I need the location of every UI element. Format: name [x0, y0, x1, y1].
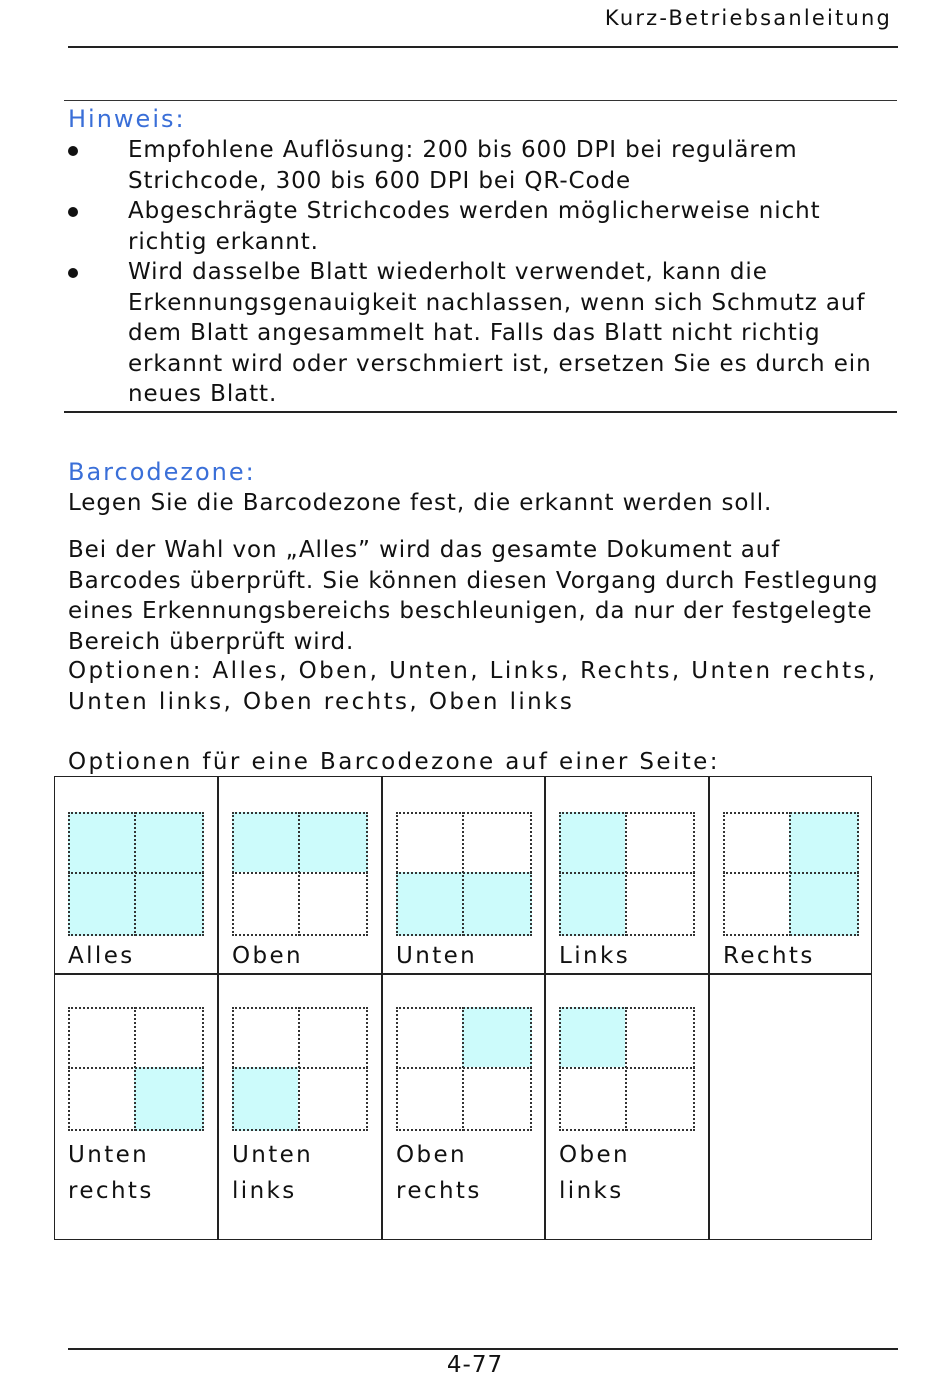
zone-label: [396, 1137, 482, 1209]
bullet-icon: [68, 146, 78, 156]
zone-diagram-mid-v: [625, 1007, 627, 1131]
header-rule: [68, 46, 898, 48]
zone-diagram: [68, 1007, 204, 1131]
zone-cell: [219, 777, 382, 973]
zone-diagram: [723, 812, 859, 936]
zone-diagram-mid-v: [298, 812, 300, 936]
zone-cell: [55, 974, 218, 1240]
zone-cell: [546, 974, 709, 1240]
note-item-text: Wird dasselbe Blatt wiederholt verwendet, kann die Erkennungsgenauigkeit nachlassen, wenn sich Schmutz auf dem Blatt angesammelt hat. Falls das Blatt nicht richtig erkannt wird oder verschmiert ist, ersetzen Sie es durch ein neues Blatt.: [128, 259, 872, 407]
zone-label-line: Oben: [396, 1142, 468, 1168]
zone-diagram-mid-v: [134, 812, 136, 936]
zone-diagram-frame: [232, 1007, 368, 1131]
section-options: Optionen: Alles, Oben, Unten, Links, Rechts, Unten rechts, Unten links, Oben rechts, Oben links: [68, 658, 878, 715]
footer-rule: [68, 1348, 898, 1350]
zone-diagram-mid-h: [396, 1067, 532, 1069]
zone-table: [54, 776, 872, 1240]
zone-diagram-frame: [559, 812, 695, 936]
zone-label: Unten: [396, 943, 478, 969]
zone-diagram: [232, 812, 368, 936]
zone-diagram: [396, 812, 532, 936]
zone-diagram: [232, 1007, 368, 1131]
zone-label-line: links: [232, 1178, 297, 1204]
zone-label: Alles: [68, 943, 135, 969]
zone-diagram-mid-v: [462, 1007, 464, 1131]
zone-label: Rechts: [723, 943, 815, 969]
bullet-icon: [68, 207, 78, 217]
zone-diagram-mid-v: [134, 1007, 136, 1131]
zone-diagram-frame: [68, 1007, 204, 1131]
zone-diagram-frame: [396, 1007, 532, 1131]
zone-diagram-frame: [232, 812, 368, 936]
zone-diagram-mid-v: [298, 1007, 300, 1131]
zone-diagram-mid-h: [559, 872, 695, 874]
zone-label: Links: [559, 943, 631, 969]
zone-label: Oben: [232, 943, 304, 969]
zone-diagram-frame: [68, 812, 204, 936]
zone-diagram-mid-v: [625, 812, 627, 936]
zone-label-line: Unten: [68, 1142, 150, 1168]
note-item: [68, 196, 898, 257]
zone-cell: [710, 777, 873, 973]
note-item-text: Abgeschrägte Strichcodes werden möglicherweise nicht richtig erkannt.: [128, 198, 821, 255]
zone-diagram-frame: [723, 812, 859, 936]
note-list: [68, 135, 898, 410]
zone-diagram: [68, 812, 204, 936]
zone-diagram-mid-h: [68, 872, 204, 874]
bullet-icon: [68, 268, 78, 278]
page-number: 4-77: [446, 1352, 504, 1378]
zone-diagram-frame: [396, 812, 532, 936]
zone-cell: [383, 974, 546, 1240]
zone-diagram: [559, 812, 695, 936]
zone-label: [232, 1137, 313, 1209]
zone-diagram-mid-h: [232, 1067, 368, 1069]
note-heading: Hinweis:: [68, 105, 186, 133]
zone-label-line: rechts: [396, 1178, 482, 1204]
zone-diagram: [559, 1007, 695, 1131]
zone-label-line: Oben: [559, 1142, 631, 1168]
zone-cell: [546, 777, 709, 973]
section-description: Bei der Wahl von „Alles” wird das gesamte Dokument auf Barcodes überprüft. Sie können diesen Vorgang durch Festlegung eines Erkennungsbereichs beschleunigen, da nur der festgelegte Bereich überprüft wird.: [68, 537, 879, 655]
zone-diagram-mid-h: [396, 872, 532, 874]
zone-cell: [383, 777, 546, 973]
section-heading: Barcodezone:: [68, 458, 256, 486]
page-header: Kurz-Betriebsanleitung: [604, 6, 892, 30]
zone-diagram-frame: [559, 1007, 695, 1131]
zone-diagram-mid-h: [232, 872, 368, 874]
zone-label: [68, 1137, 154, 1209]
note-item-text: Empfohlene Auflösung: 200 bis 600 DPI bei regulärem Strichcode, 300 bis 600 DPI bei QR-Code: [128, 137, 798, 194]
zone-diagram-mid-v: [789, 812, 791, 936]
section-intro: Legen Sie die Barcodezone fest, die erkannt werden soll.: [68, 490, 773, 516]
zone-label-line: links: [559, 1178, 624, 1204]
note-item: [68, 135, 898, 196]
zone-diagram-mid-v: [462, 812, 464, 936]
table-caption: Optionen für eine Barcodezone auf einer Seite:: [68, 749, 720, 775]
zone-label: [559, 1137, 630, 1209]
zone-cell: [55, 777, 218, 973]
zone-diagram-mid-h: [68, 1067, 204, 1069]
note-item: [68, 257, 898, 410]
zone-diagram: [396, 1007, 532, 1131]
zone-cell: [219, 974, 382, 1240]
zone-diagram-mid-h: [723, 872, 859, 874]
zone-diagram-mid-h: [559, 1067, 695, 1069]
zone-label-line: Unten: [232, 1142, 314, 1168]
zone-label-line: rechts: [68, 1178, 154, 1204]
